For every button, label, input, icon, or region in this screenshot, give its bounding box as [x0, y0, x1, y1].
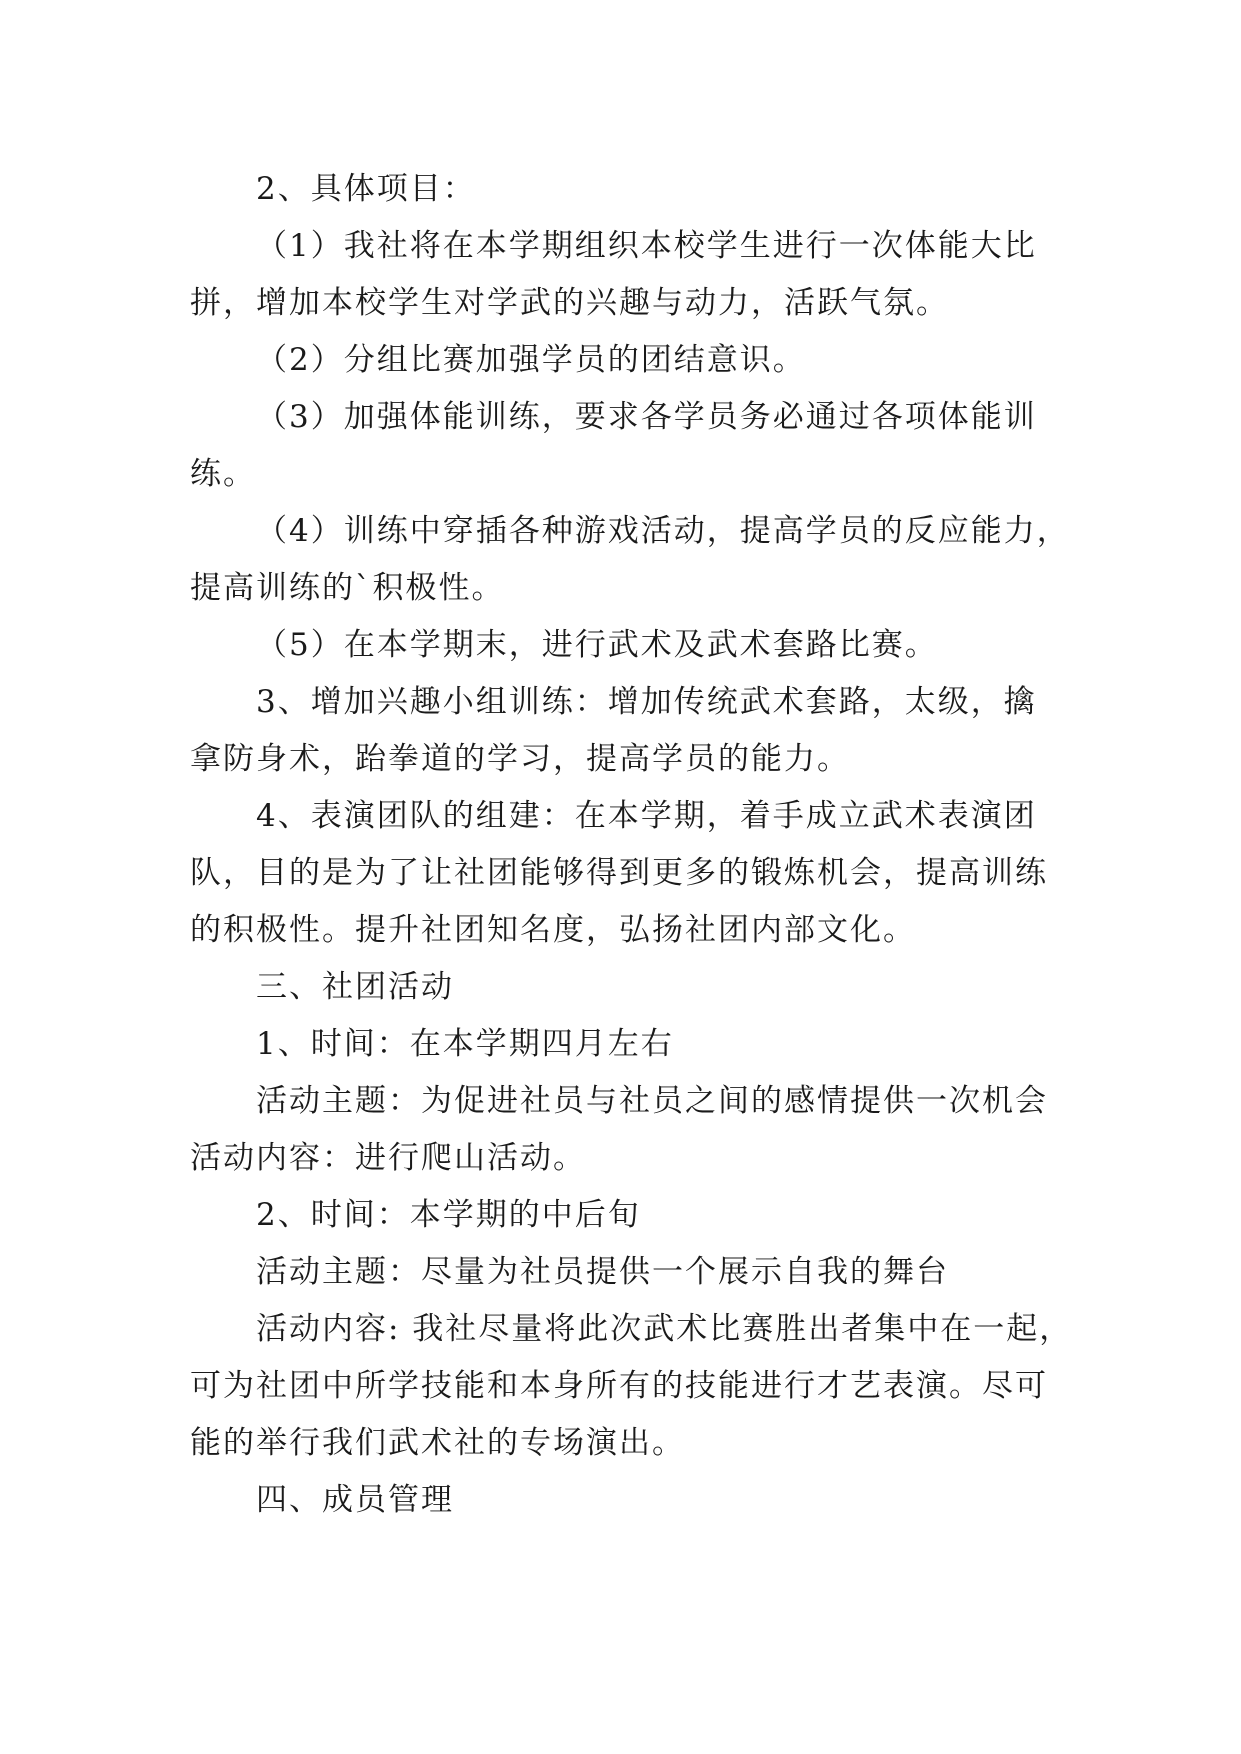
text-line: 提高训练的`积极性。	[190, 570, 505, 606]
text-line: 2、具体项目：	[256, 171, 476, 207]
text-line: 队，目的是为了让社团能够得到更多的锻炼机会，提高训练	[190, 855, 1048, 891]
text-line: 活动内容：进行爬山活动。	[190, 1140, 586, 1176]
text-line: 活动主题：为促进社员与社员之间的感情提供一次机会	[256, 1083, 1048, 1119]
text-line: 活动主题：尽量为社员提供一个展示自我的舞台	[256, 1254, 949, 1290]
text-line: 练。	[190, 456, 256, 492]
section-heading: 三、社团活动	[256, 969, 454, 1005]
text-line: （4）训练中穿插各种游戏活动，提高学员的反应能力，	[256, 513, 1070, 549]
text-line: 能的举行我们武术社的专场演出。	[190, 1425, 685, 1461]
text-line: （2）分组比赛加强学员的团结意识。	[256, 342, 806, 378]
text-line: （1）我社将在本学期组织本校学生进行一次体能大比	[256, 228, 1037, 264]
text-line: （5）在本学期末，进行武术及武术套路比赛。	[256, 627, 938, 663]
text-line: 可为社团中所学技能和本身所有的技能进行才艺表演。尽可	[190, 1368, 1048, 1404]
section-heading: 四、成员管理	[256, 1482, 454, 1518]
text-line: （3）加强体能训练，要求各学员务必通过各项体能训	[256, 399, 1037, 435]
text-line: 2、时间：本学期的中后旬	[256, 1197, 641, 1233]
text-line: 拼，增加本校学生对学武的兴趣与动力，活跃气氛。	[190, 285, 949, 321]
text-line: 3、增加兴趣小组训练：增加传统武术套路，太级，擒	[256, 684, 1037, 720]
text-line: 1、时间：在本学期四月左右	[256, 1026, 674, 1062]
text-line: 拿防身术，跆拳道的学习，提高学员的能力。	[190, 741, 850, 777]
text-line: 4、表演团队的组建：在本学期，着手成立武术表演团	[256, 798, 1037, 834]
text-line: 的积极性。提升社团知名度，弘扬社团内部文化。	[190, 912, 916, 948]
text-line: 活动内容: 我社尽量将此次武术比赛胜出者集中在一起，	[256, 1311, 1073, 1347]
